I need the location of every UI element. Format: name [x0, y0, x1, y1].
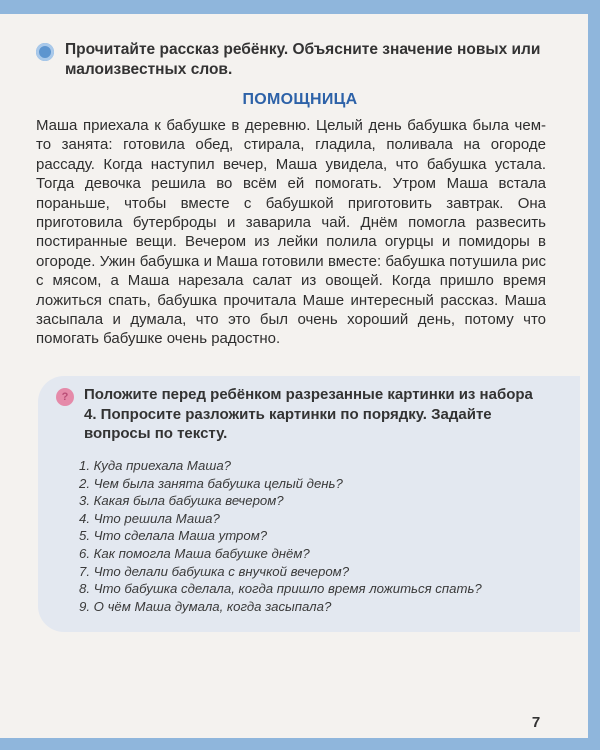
- circle-bullet-icon: [36, 43, 54, 61]
- story-title: ПОМОЩНИЦА: [242, 91, 358, 108]
- question-item: 9. О чём Маша думала, когда засыпала?: [79, 598, 332, 614]
- instruction-text: Прочитайте рассказ ребёнку. Объясните значение новых или малоизвестных слов.: [65, 41, 541, 78]
- question-item: 6. Как помогла Маша бабушке днём?: [79, 545, 310, 561]
- story-text: Маша приехала к бабушке в деревню. Целый день бабушка была чем-то занята: готовила обед, стирала, гладила, поливала на огороде рассаду. Когда наступил вечер, Маша увидела, что бабушка устала. Тогда девочка решила во всём ей помогать. Утром Маша встала пораньше, чтобы вместе с бабушкой приготовить завтрак. Она приготовила бутерброды и заварила чай. Днём помогла развесить постиранные вещи. Вечером из лейки полила огурцы и помидоры в огороде. Ужин бабушка и Маша готовили вместе: бабушка потушила рис с мясом, а Маша нарезала салат из овощей. Когда пришло время ложиться спать, бабушка прочитала Маше интересный рассказ. Маша засыпала и думала, что это был очень хороший день, потому что помогать бабушке очень радостно.: [36, 117, 546, 348]
- right-color-edge: [588, 0, 600, 750]
- page-number: 7: [531, 714, 541, 731]
- question-item: 7. Что делали бабушка с внучкой вечером?: [79, 563, 350, 579]
- task-instruction: [56, 385, 536, 444]
- question-item: 3. Какая была бабушка вечером?: [79, 493, 284, 509]
- question-item: 2. Чем была занята бабушка целый день?: [79, 475, 343, 491]
- top-color-band: [0, 0, 600, 14]
- task-text: Положите перед ребёнком разрезанные картинки из набора 4. Попросите разложить картинки по порядку. Задайте вопросы по тексту.: [84, 386, 533, 442]
- reading-instruction: [36, 40, 556, 80]
- question-item: 1. Куда приехала Маша?: [79, 458, 231, 473]
- question-item: 8. Что бабушка сделала, когда пришло время ложиться спать?: [79, 581, 482, 597]
- question-list: [79, 457, 482, 615]
- bottom-color-band: [0, 738, 600, 750]
- question-item: 5. Что сделала Маша утром?: [79, 528, 268, 544]
- question-item: 4. Что решила Маша?: [79, 510, 220, 526]
- question-bullet-icon: ?: [56, 388, 74, 406]
